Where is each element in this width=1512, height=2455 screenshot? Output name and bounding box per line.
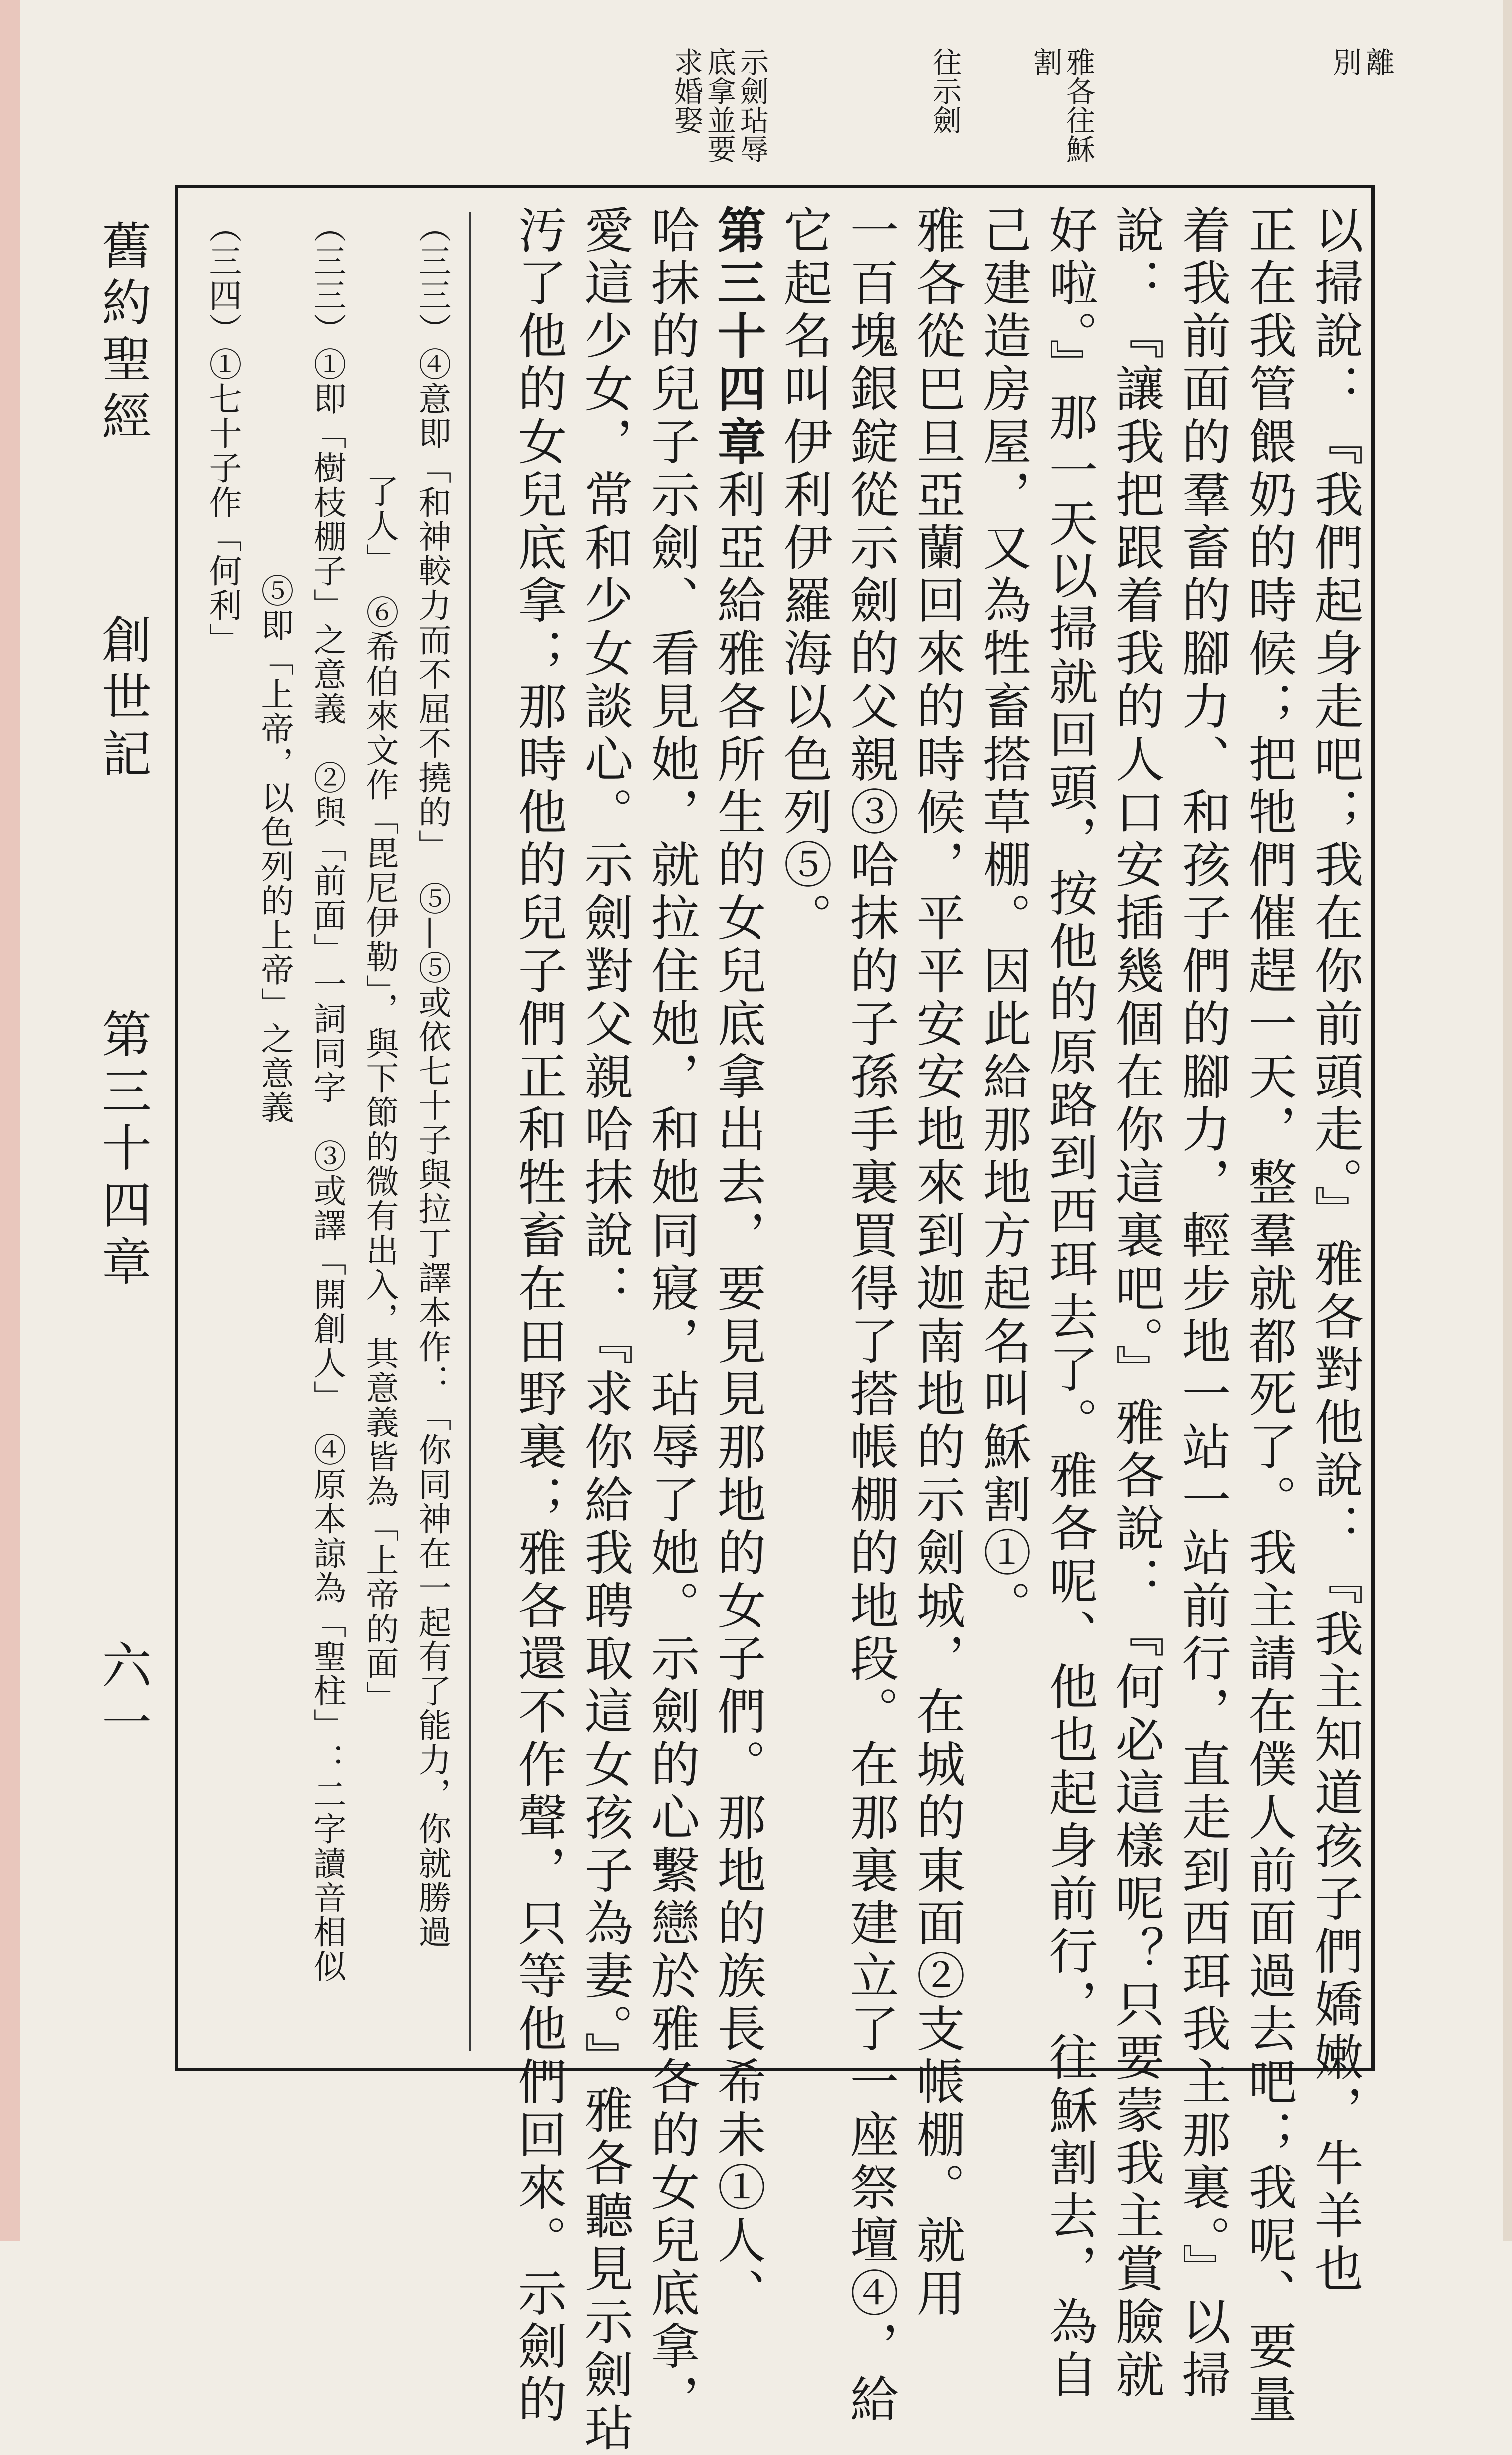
text-column: 說：『讓我把跟着我的人口安插幾個在你這裏吧。』雅各說：『何必這樣呢？只要蒙我主賞臉就: [1107, 205, 1164, 2402]
text-column: 以掃說：『我們起身走吧；我在你前頭走。』雅各對他說：『我主知道孩子們嬌嫩，牛羊也: [1306, 205, 1363, 2296]
page-number: 六一: [93, 1639, 152, 1753]
margin-note-line: 示劍玷辱: [735, 47, 769, 163]
book-title: 舊約聖經: [93, 220, 152, 447]
page-edge: [0, 0, 20, 2241]
footnote-line: （三三）④意即「和神較力而不屈不撓的」 ⑤—⑤或依七十子與拉丁譯本作：「你同神在一起有了能力，你就勝過: [413, 210, 451, 1949]
footnote-line: 了人」 ⑥希伯來文作「毘尼伊勒」，與下節的微有出入，其意義皆為「上帝的面」: [360, 474, 399, 1715]
margin-note-jacob-succoth: [1028, 47, 1094, 163]
text-column: 着我前面的羣畜的腳力、和孩子們的腳力，輕步地一站一站前行，直走到西珥我主那裏。』以掃: [1174, 205, 1231, 2402]
section-title: 創世記: [93, 614, 152, 785]
text-column: 雅各從巴旦亞蘭回來的時候，平平安安地來到迦南地的示劍城，在城的東面②支帳棚。就用: [908, 205, 965, 2321]
margin-note-parting: [1327, 47, 1393, 78]
margin-note-shechem: [927, 47, 960, 134]
text-column: 它起名叫伊利伊羅海以色列⑤。: [775, 205, 832, 945]
text-column: 好啦。』那一天以掃就回頭，按他的原路到西珥去了。雅各呢、他也起身前行，往穌割去，為自: [1041, 205, 1098, 2402]
text-column-with-heading: [709, 205, 766, 2321]
margin-note-line: 求婚娶: [669, 47, 703, 134]
margin-note-dinah: [669, 47, 767, 163]
margin-note-line: 往示劍: [928, 47, 962, 134]
margin-note-line: 底拿並要: [702, 47, 736, 163]
text-column: 利亞給雅各所生的女兒底拿出去，要見見那地的女子們。那地的族長希未①人、: [709, 469, 766, 2321]
chapter-label: 第三十四章: [93, 1008, 152, 1293]
chapter-heading: 第三十四章: [709, 205, 766, 469]
margin-note-line: 別: [1328, 47, 1362, 76]
text-column: 一百塊銀錠從示劍的父親③哈抹的子孫手裏買得了搭帳棚的地段。在那裏建立了一座祭壇④，給: [842, 205, 899, 2427]
text-column: 己建造房屋，又為牲畜搭草棚。因此給那地方起名叫穌割①。: [975, 205, 1031, 1633]
text-column: 正在我管餵奶的時候；把牠們催趕一天，整羣就都死了。我主請在僕人前面過去吧；我呢、要量: [1240, 205, 1297, 2427]
page-edge-right: [1503, 0, 1512, 2241]
text-column: 哈抹的兒子示劍、看見她，就拉住她，和她同寢，玷辱了她。示劍的心繫戀於雅各的女兒底拿，: [643, 205, 700, 2427]
margin-note-line: 割: [1028, 47, 1062, 76]
margin-note-line: 雅各往穌: [1061, 47, 1095, 163]
footnote-line: （三四）①七十子作「何利」: [203, 210, 242, 657]
text-column: 汚了他的女兒底拿；那時他的兒子們正和牲畜在田野裏；雅各還不作聲，只等他們回來。示劍的: [510, 205, 567, 2427]
margin-note-line: 離: [1361, 47, 1395, 76]
footnote-divider: [469, 212, 471, 2051]
footnote-line: ⑤即「上帝，以色列的上帝」之意義: [255, 574, 294, 1125]
text-column: 愛這少女，常和少女談心。示劍對父親哈抹說：『求你給我聘取這女孩子為妻。』雅各聽見示劍玷: [576, 205, 633, 2455]
footnote-line: （三三）①即「樹枝棚子」之意義 ②與「前面」一詞同字 ③或譯「開創人」 ④原本諒為「聖柱」：二字讀音相似: [308, 210, 346, 1984]
